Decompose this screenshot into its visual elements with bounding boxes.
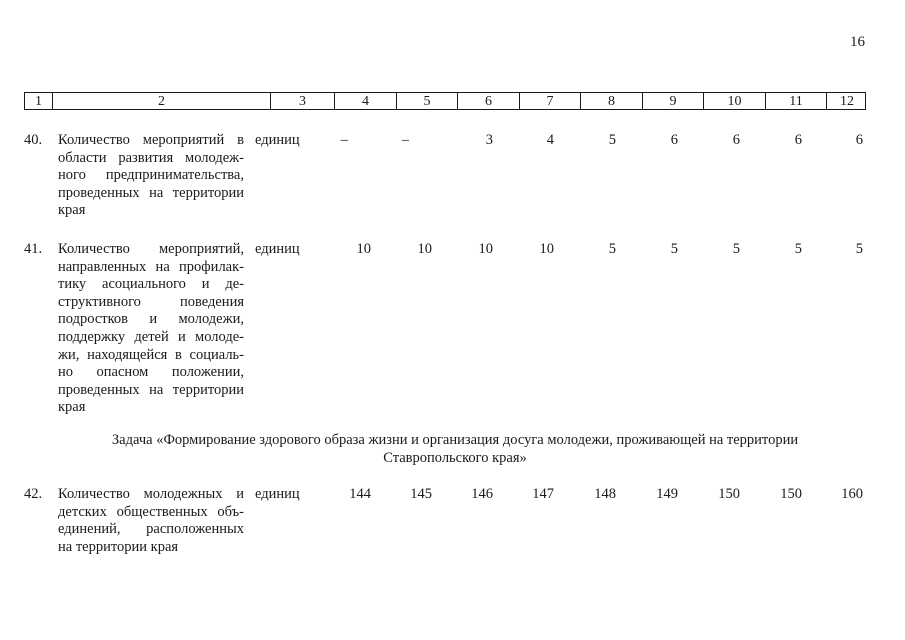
name-line: проведенных на территории: [58, 184, 244, 201]
name-line: области развития молодеж-: [58, 149, 244, 166]
name-line: проведенных на территории: [58, 381, 244, 398]
row-unit: единиц: [255, 486, 300, 502]
header-col-10: 10: [704, 93, 766, 109]
name-line: Количество молодежных и: [58, 486, 244, 502]
value-col-5: 10: [417, 241, 432, 257]
table-header-row: [24, 92, 866, 110]
header-col-1: 1: [25, 93, 53, 109]
value-col-8: 5: [608, 132, 616, 148]
row-indicator-name: [58, 241, 244, 417]
value-col-9: 6: [670, 132, 678, 148]
name-line: Количество мероприятий,: [58, 241, 244, 257]
header-col-4: 4: [335, 93, 397, 109]
row-indicator-name: [58, 132, 244, 220]
value-col-12: 6: [855, 132, 863, 148]
value-col-11: 5: [794, 241, 802, 257]
value-col-6: 146: [471, 486, 493, 502]
value-col-8: 148: [594, 486, 616, 502]
header-col-11: 11: [766, 93, 827, 109]
name-line: жи, находящейся в социаль-: [58, 346, 244, 363]
value-col-10: 6: [732, 132, 740, 148]
value-col-6: 3: [485, 132, 493, 148]
task-line: Задача «Формирование здорового образа жизни и организация досуга молодежи, проживающей на территории: [111, 432, 799, 448]
value-col-8: 5: [608, 241, 616, 257]
value-col-12: 5: [855, 241, 863, 257]
header-col-3: 3: [271, 93, 335, 109]
header-col-5: 5: [397, 93, 458, 109]
task-line: Ставропольского края»: [383, 449, 527, 466]
page-number: 16: [850, 34, 865, 50]
value-col-5: –: [401, 132, 409, 148]
header-col-12: 12: [840, 94, 854, 109]
header-col-9: 9: [643, 93, 704, 109]
value-col-10: 5: [732, 241, 740, 257]
name-line: на территории края: [58, 538, 179, 555]
row-unit: единиц: [255, 241, 300, 257]
name-line: тику асоциального и де-: [58, 276, 244, 293]
name-line: направленных на профилак-: [58, 258, 244, 275]
name-line: ного предпринимательства,: [58, 167, 244, 184]
row-number: 42.: [24, 486, 43, 502]
value-col-4: 10: [356, 241, 371, 257]
row-number: 40.: [24, 132, 43, 148]
name-line: структивного поведения: [58, 293, 244, 310]
value-col-9: 149: [656, 486, 678, 502]
header-col-8: 8: [581, 93, 643, 109]
value-col-6: 10: [478, 241, 493, 257]
value-col-7: 10: [539, 241, 554, 257]
value-col-12: 160: [841, 486, 863, 502]
value-col-4: 144: [349, 486, 371, 502]
value-col-5: 145: [410, 486, 432, 502]
name-line: единений, расположенных: [58, 521, 244, 538]
name-line: Количество мероприятий в: [58, 132, 244, 148]
name-line: поддержку детей и молоде-: [58, 328, 244, 345]
name-line: края: [58, 399, 86, 416]
row-indicator-name: [58, 486, 244, 556]
name-line: детских общественных объ-: [58, 503, 244, 520]
value-col-11: 150: [780, 486, 802, 502]
header-col-6: 6: [458, 93, 520, 109]
value-col-10: 150: [718, 486, 740, 502]
row-unit: единиц: [255, 132, 300, 148]
name-line: края: [58, 202, 86, 219]
header-col-2: 2: [53, 93, 271, 109]
value-col-9: 5: [670, 241, 678, 257]
value-col-11: 6: [794, 132, 802, 148]
header-col-7: 7: [520, 93, 581, 109]
row-number: 41.: [24, 241, 43, 257]
name-line: подростков и молодежи,: [58, 311, 244, 328]
task-heading: [60, 432, 850, 467]
value-col-4: –: [340, 132, 348, 148]
name-line: но опасном положении,: [58, 364, 244, 381]
value-col-7: 147: [532, 486, 554, 502]
value-col-7: 4: [546, 132, 554, 148]
